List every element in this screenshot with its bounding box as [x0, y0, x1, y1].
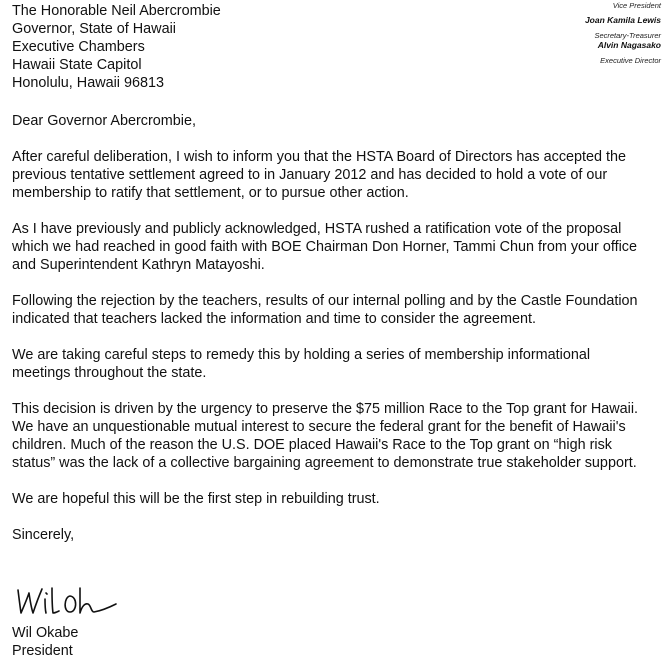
secretary-treasurer-name: Joan Kamila Lewis	[584, 15, 661, 25]
address-line: Executive Chambers	[12, 39, 145, 55]
letter-body	[12, 2, 652, 544]
paragraph: We are taking careful steps to remedy this by holding a series of membership informational meetings throughout the state.	[12, 347, 591, 381]
paragraph: After careful deliberation, I wish to inform you that the HSTA Board of Directors has accepted the previous tentative settlement agreed to in January 2012 and has decided to hold a vote of our membership to ratify that settlement, or to pursue other action.	[12, 149, 627, 201]
signer-name: Wil Okabe	[12, 625, 79, 641]
secretary-treasurer-title: Secretary-Treasurer	[594, 31, 661, 40]
recipient-address	[12, 2, 652, 92]
address-line: The Honorable Neil Abercrombie	[12, 3, 221, 19]
paragraph: Following the rejection by the teachers, results of our internal polling and by the Castle Foundation indicated that teachers lacked the information and time to consider the agreement.	[12, 293, 638, 327]
salutation: Dear Governor Abercrombie,	[12, 113, 196, 129]
executive-director-title: Executive Director	[600, 56, 661, 65]
address-line: Hawaii State Capitol	[12, 57, 142, 73]
paragraph: We are hopeful this will be the first step in rebuilding trust.	[12, 491, 380, 507]
paragraph: As I have previously and publicly acknowledged, HSTA rushed a ratification vote of the proposal which we had reached in good faith with BOE Chairman Don Horner, Tammi Chun from your office and Superintendent Kathryn Matayoshi.	[12, 221, 637, 273]
signer-title: President	[12, 643, 73, 659]
signature-icon	[12, 582, 122, 618]
vice-president-title: Vice President	[612, 1, 661, 10]
address-line: Governor, State of Hawaii	[12, 21, 176, 37]
signer-block	[12, 624, 78, 660]
closing: Sincerely,	[12, 527, 75, 543]
address-line: Honolulu, Hawaii 96813	[12, 75, 165, 91]
executive-director-name: Alvin Nagasako	[597, 40, 661, 50]
paragraph: This decision is driven by the urgency to preserve the $75 million Race to the Top grant for Hawaii. We have an unquestionable mutual interest to secure the federal grant for the benefit of Hawaii's children. Much of the reason the U.S. DOE placed Hawaii's Race to the Top grant on “high risk status” was the lack of a collective bargaining agreement to demonstrate true stakeholder support.	[12, 401, 639, 471]
